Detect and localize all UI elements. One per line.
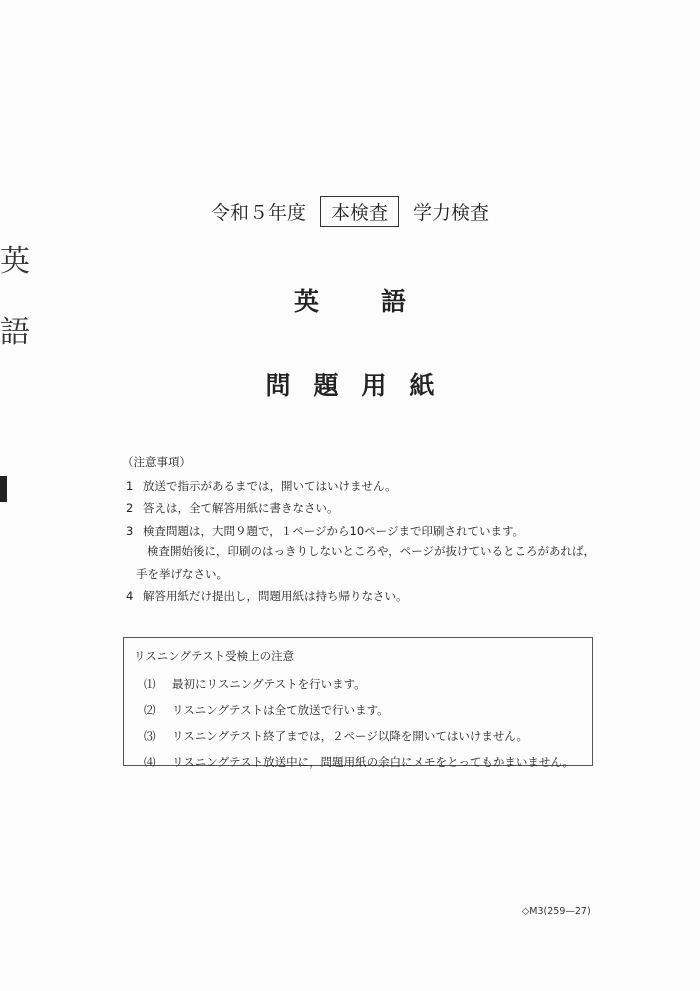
listening-number: ⑴	[144, 677, 156, 691]
exam-header	[0, 196, 700, 227]
listening-item	[134, 754, 592, 770]
note-item	[122, 478, 602, 493]
note-item	[122, 503, 602, 515]
spine-char-1: 英	[0, 244, 30, 279]
listening-text: リスニングテストは全て放送で行います。	[172, 703, 389, 717]
notes-section	[122, 457, 602, 614]
note-text: 放送で指示があるまでは，開いてはいけません。	[143, 478, 397, 493]
subject-title: 英語	[293, 287, 468, 316]
listening-item	[134, 676, 592, 692]
listening-item	[134, 728, 592, 744]
paper-title: 問題用紙	[265, 371, 458, 400]
spine-char-2: 語	[0, 315, 30, 350]
note-continuation: 手を挙げなさい。	[136, 566, 228, 581]
exam-type-box: 本検査	[320, 196, 399, 227]
note-continuation: 検査開始後に，印刷のはっきりしないところや，ページが抜けているところがあれば，	[147, 544, 596, 558]
note-number: 3	[126, 523, 134, 538]
listening-number: ⑵	[144, 703, 156, 717]
exam-name: 学力検査	[413, 202, 490, 224]
note-number: 1	[126, 478, 134, 493]
exam-year: 令和５年度	[210, 202, 306, 224]
print-code: ◇M3(259—27)	[522, 906, 591, 917]
listening-heading: リスニングテスト受検上の注意	[134, 649, 295, 663]
note-text: 解答用紙だけ提出し，問題用紙は持ち帰りなさい。	[143, 589, 408, 603]
listening-text: リスニングテスト終了までは，２ページ以降を開いてはいけません。	[172, 729, 529, 743]
note-number: 2	[126, 501, 134, 515]
note-number: 4	[126, 589, 134, 603]
notes-heading: （注意事項）	[122, 455, 191, 469]
listening-test-notice-box	[123, 637, 593, 769]
listening-number: ⑷	[144, 755, 156, 769]
note-text: 答えは，全て解答用紙に書きなさい。	[143, 501, 339, 515]
listening-text: 最初にリスニングテストを行います。	[172, 677, 366, 691]
spine-marker	[0, 476, 7, 502]
note-item	[122, 523, 602, 538]
note-text: 検査問題は，大問９題で，１ページから10ページまで印刷されています。	[143, 523, 525, 538]
listening-number: ⑶	[144, 729, 156, 743]
note-item	[122, 591, 602, 603]
listening-text: リスニングテスト放送中に，問題用紙の余白にメモをとってもかまいません。	[172, 755, 575, 769]
listening-item	[134, 702, 592, 718]
